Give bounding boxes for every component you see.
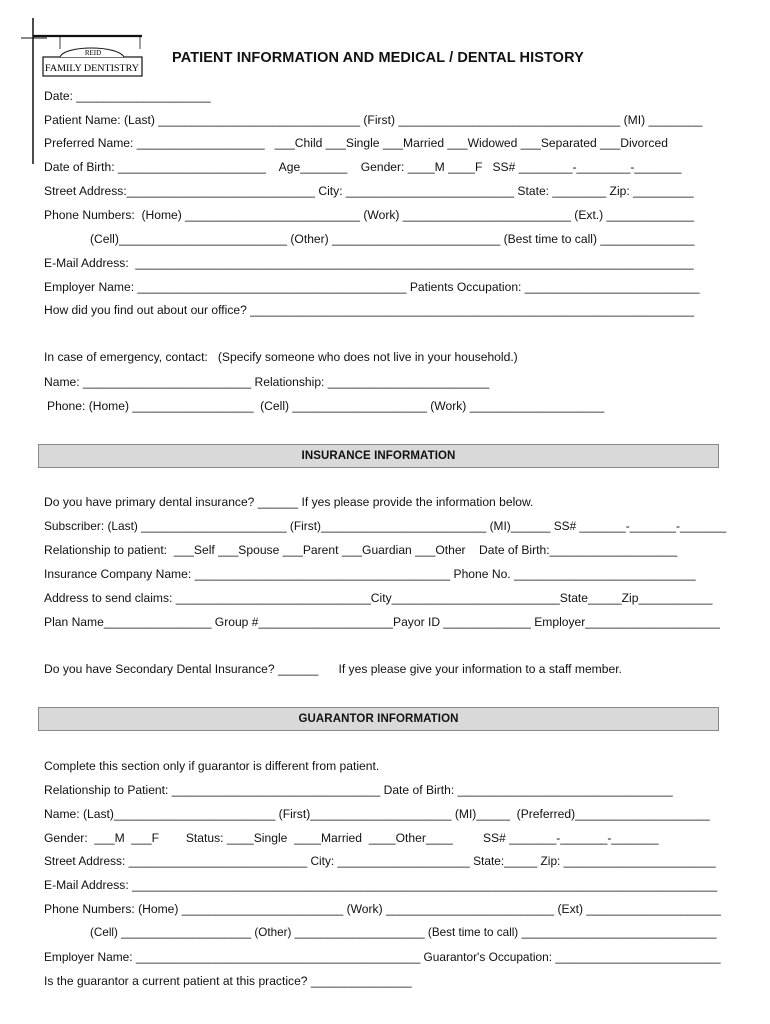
street-address-field[interactable]: Street Address:____________________________ City: _________________________ State: ________ Zip: _________ <box>44 184 694 198</box>
insurance-section-header <box>38 444 719 468</box>
logo-top-text: REID <box>84 49 102 57</box>
cell-phone-field[interactable]: (Cell)_________________________ (Other) _________________________ (Best time to call) ______________ <box>90 232 695 246</box>
secondary-insurance-field[interactable]: Do you have Secondary Dental Insurance? ______ If yes please give your information to a staff member. <box>44 662 622 676</box>
guarantor-header-label: GUARANTOR INFORMATION <box>298 713 459 725</box>
insurance-header-label: INSURANCE INFORMATION <box>301 450 456 462</box>
logo-bottom-text: FAMILY DENTISTRY <box>45 63 139 74</box>
guarantor-intro: Complete this section only if guarantor is different from patient. <box>44 759 380 773</box>
page-title: PATIENT INFORMATION AND MEDICAL / DENTAL HISTORY <box>172 50 584 66</box>
insurance-company-field[interactable]: Insurance Company Name: ______________________________________ Phone No. ___________________________ <box>44 567 696 581</box>
guarantor-street-field[interactable]: Street Address: ___________________________ City: ____________________ State:_____ Zip: _______________________ <box>44 854 716 868</box>
dob-field[interactable]: Date of Birth: ______________________ Age_______ Gender: ____M ____F SS# ________-________-_______ <box>44 160 682 174</box>
email-field[interactable]: E-Mail Address: ___________________________________________________________________________________ <box>44 256 694 270</box>
preferred-name-field[interactable]: Preferred Name: ___________________ ___Child ___Single ___Married ___Widowed ___Separated ___Divorced <box>44 136 668 150</box>
emergency-phone-field[interactable]: Phone: (Home) __________________ (Cell) ____________________ (Work) ____________________ <box>47 399 605 413</box>
guarantor-name-field[interactable]: Name: (Last)________________________ (First)_____________________ (MI)_____ (Preferred)____________________ <box>44 807 710 821</box>
guarantor-gender-field[interactable]: Gender: ___M ___F Status: ____Single ____Married ____Other____ SS# _______-_______-_______ <box>44 831 659 845</box>
phone-numbers-field[interactable]: Phone Numbers: (Home) __________________________ (Work) _________________________ (Ext.) _____________ <box>44 208 694 222</box>
relationship-to-patient-field[interactable]: Relationship to patient: ___Self ___Spouse ___Parent ___Guardian ___Other Date of Birth:___________________ <box>44 543 678 557</box>
emergency-intro: In case of emergency, contact: (Specify someone who does not live in your household.) <box>44 350 518 364</box>
emergency-name-field[interactable]: Name: _________________________ Relationship: ________________________ <box>44 375 490 389</box>
guarantor-current-patient-field[interactable]: Is the guarantor a current patient at this practice? _______________ <box>44 974 412 988</box>
employer-field[interactable]: Employer Name: ________________________________________ Patients Occupation: __________________________ <box>44 280 700 294</box>
guarantor-section-header <box>38 707 719 731</box>
how-found-field[interactable]: How did you find out about our office? __________________________________________________________________ <box>44 303 695 317</box>
guarantor-relationship-field[interactable]: Relationship to Patient: _______________________________ Date of Birth: ________________________________ <box>44 783 673 797</box>
guarantor-employer-field[interactable]: Employer Name: ___________________________________________ Guarantor's Occupation: _________________________ <box>44 950 721 964</box>
subscriber-field[interactable]: Subscriber: (Last) ______________________ (First)_________________________ (MI)______ SS# _______-_______-_______ <box>44 519 727 533</box>
claims-address-field[interactable]: Address to send claims: _____________________________City_________________________State_____Zip___________ <box>44 591 713 605</box>
guarantor-phone-field[interactable]: Phone Numbers: (Home) ________________________ (Work) _________________________ (Ext) ____________________ <box>44 902 721 916</box>
patient-name-field[interactable]: Patient Name: (Last) ______________________________ (First) _________________________________ (MI) ________ <box>44 113 703 127</box>
date-field[interactable]: Date: ____________________ <box>44 89 211 103</box>
guarantor-cell-field[interactable]: (Cell) ____________________ (Other) ____________________ (Best time to call) ______________________________ <box>90 926 717 939</box>
guarantor-email-field[interactable]: E-Mail Address: _______________________________________________________________________________________ <box>44 878 718 892</box>
plan-name-field[interactable]: Plan Name________________ Group #____________________Payor ID _____________ Employer____________________ <box>44 615 720 629</box>
primary-insurance-field[interactable]: Do you have primary dental insurance? ______ If yes please provide the information below. <box>44 495 534 509</box>
